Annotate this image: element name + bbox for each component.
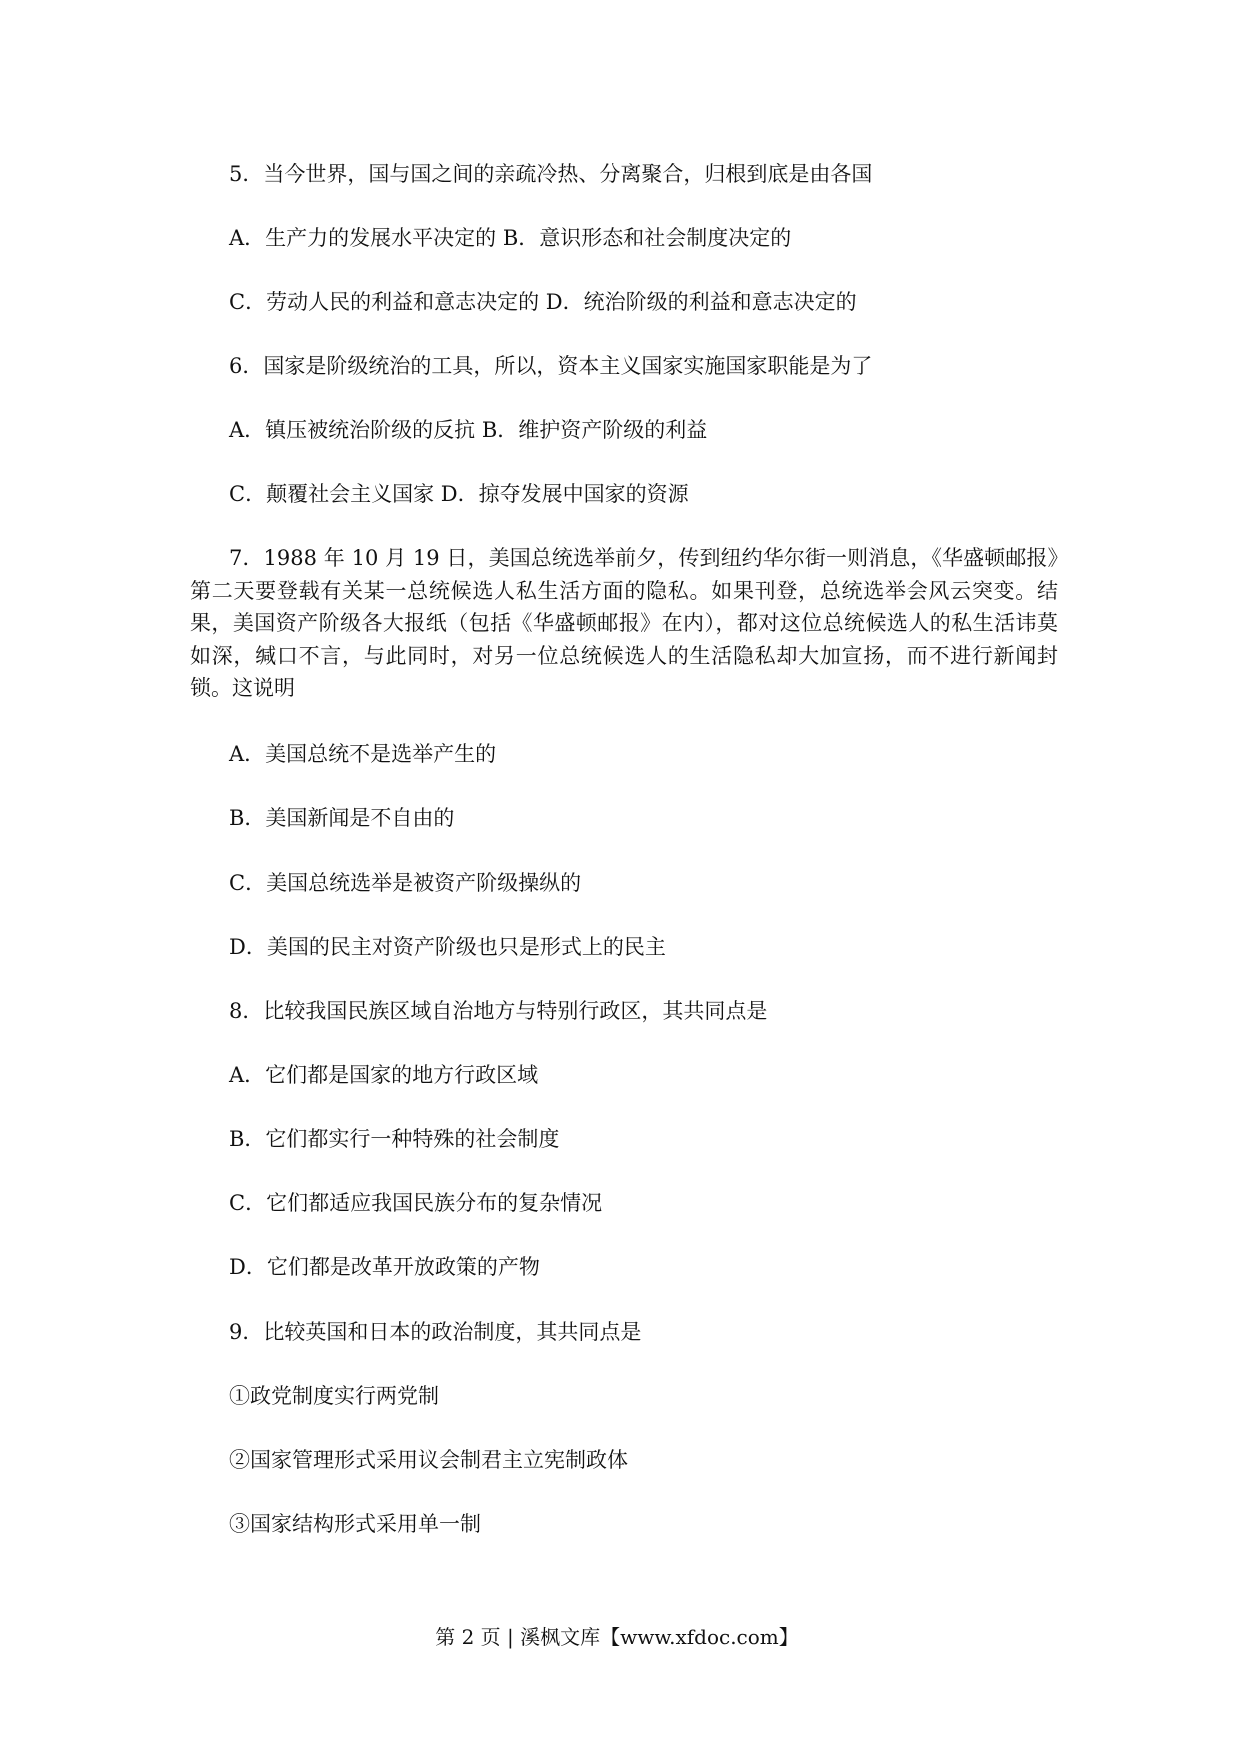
question-8-option-a: A．它们都是国家的地方行政区域 bbox=[229, 1063, 539, 1087]
question-8-option-d: D．它们都是改革开放政策的产物 bbox=[229, 1255, 540, 1279]
question-7-option-b: B．美国新闻是不自由的 bbox=[229, 806, 455, 830]
question-6-options-ab: A．镇压被统治阶级的反抗 B．维护资产阶级的利益 bbox=[229, 418, 708, 442]
question-8-option-b: B．它们都实行一种特殊的社会制度 bbox=[229, 1127, 560, 1151]
question-9-item-3: ③国家结构形式采用单一制 bbox=[229, 1512, 481, 1536]
question-5-options-cd: C．劳动人民的利益和意志决定的 D．统治阶级的利益和意志决定的 bbox=[229, 290, 857, 314]
question-7-option-a: A．美国总统不是选举产生的 bbox=[229, 742, 497, 766]
question-7-stem: 7．1988 年 10 月 19 日，美国总统选举前夕，传到纽约华尔街一则消息，《华盛顿邮报》第二天要登载有关某一总统候选人私生活方面的隐私。如果刊登，总统选举会风云突变。结果，美国资产阶级各大报纸（包括《华盛顿邮报》在内），都对这位总统候选人的私生活讳莫如深，缄口不言，与此同时，对另一位总统候选人的生活隐私却大加宣扬，而不进行新闻封锁。这说明 bbox=[190, 546, 1058, 700]
question-8-stem: 8．比较我国民族区域自治地方与特别行政区，其共同点是 bbox=[229, 999, 768, 1023]
question-7-option-c: C．美国总统选举是被资产阶级操纵的 bbox=[229, 871, 582, 895]
question-9-item-2: ②国家管理形式采用议会制君主立宪制政体 bbox=[229, 1448, 628, 1472]
question-8-option-c: C．它们都适应我国民族分布的复杂情况 bbox=[229, 1191, 603, 1215]
question-7-option-d: D．美国的民主对资产阶级也只是形式上的民主 bbox=[229, 935, 666, 959]
question-5-options-ab: A．生产力的发展水平决定的 B．意识形态和社会制度决定的 bbox=[229, 226, 792, 250]
question-9-item-1: ①政党制度实行两党制 bbox=[229, 1384, 439, 1408]
question-5-stem: 5．当今世界，国与国之间的亲疏冷热、分离聚合，归根到底是由各国 bbox=[229, 162, 873, 186]
question-9-stem: 9．比较英国和日本的政治制度，其共同点是 bbox=[229, 1320, 642, 1344]
page-footer: 第 2 页 | 溪枫文库【www.xfdoc.com】 bbox=[435, 1625, 799, 1649]
question-6-options-cd: C．颠覆社会主义国家 D．掠夺发展中国家的资源 bbox=[229, 482, 689, 506]
question-6-stem: 6．国家是阶级统治的工具，所以，资本主义国家实施国家职能是为了 bbox=[229, 354, 873, 378]
